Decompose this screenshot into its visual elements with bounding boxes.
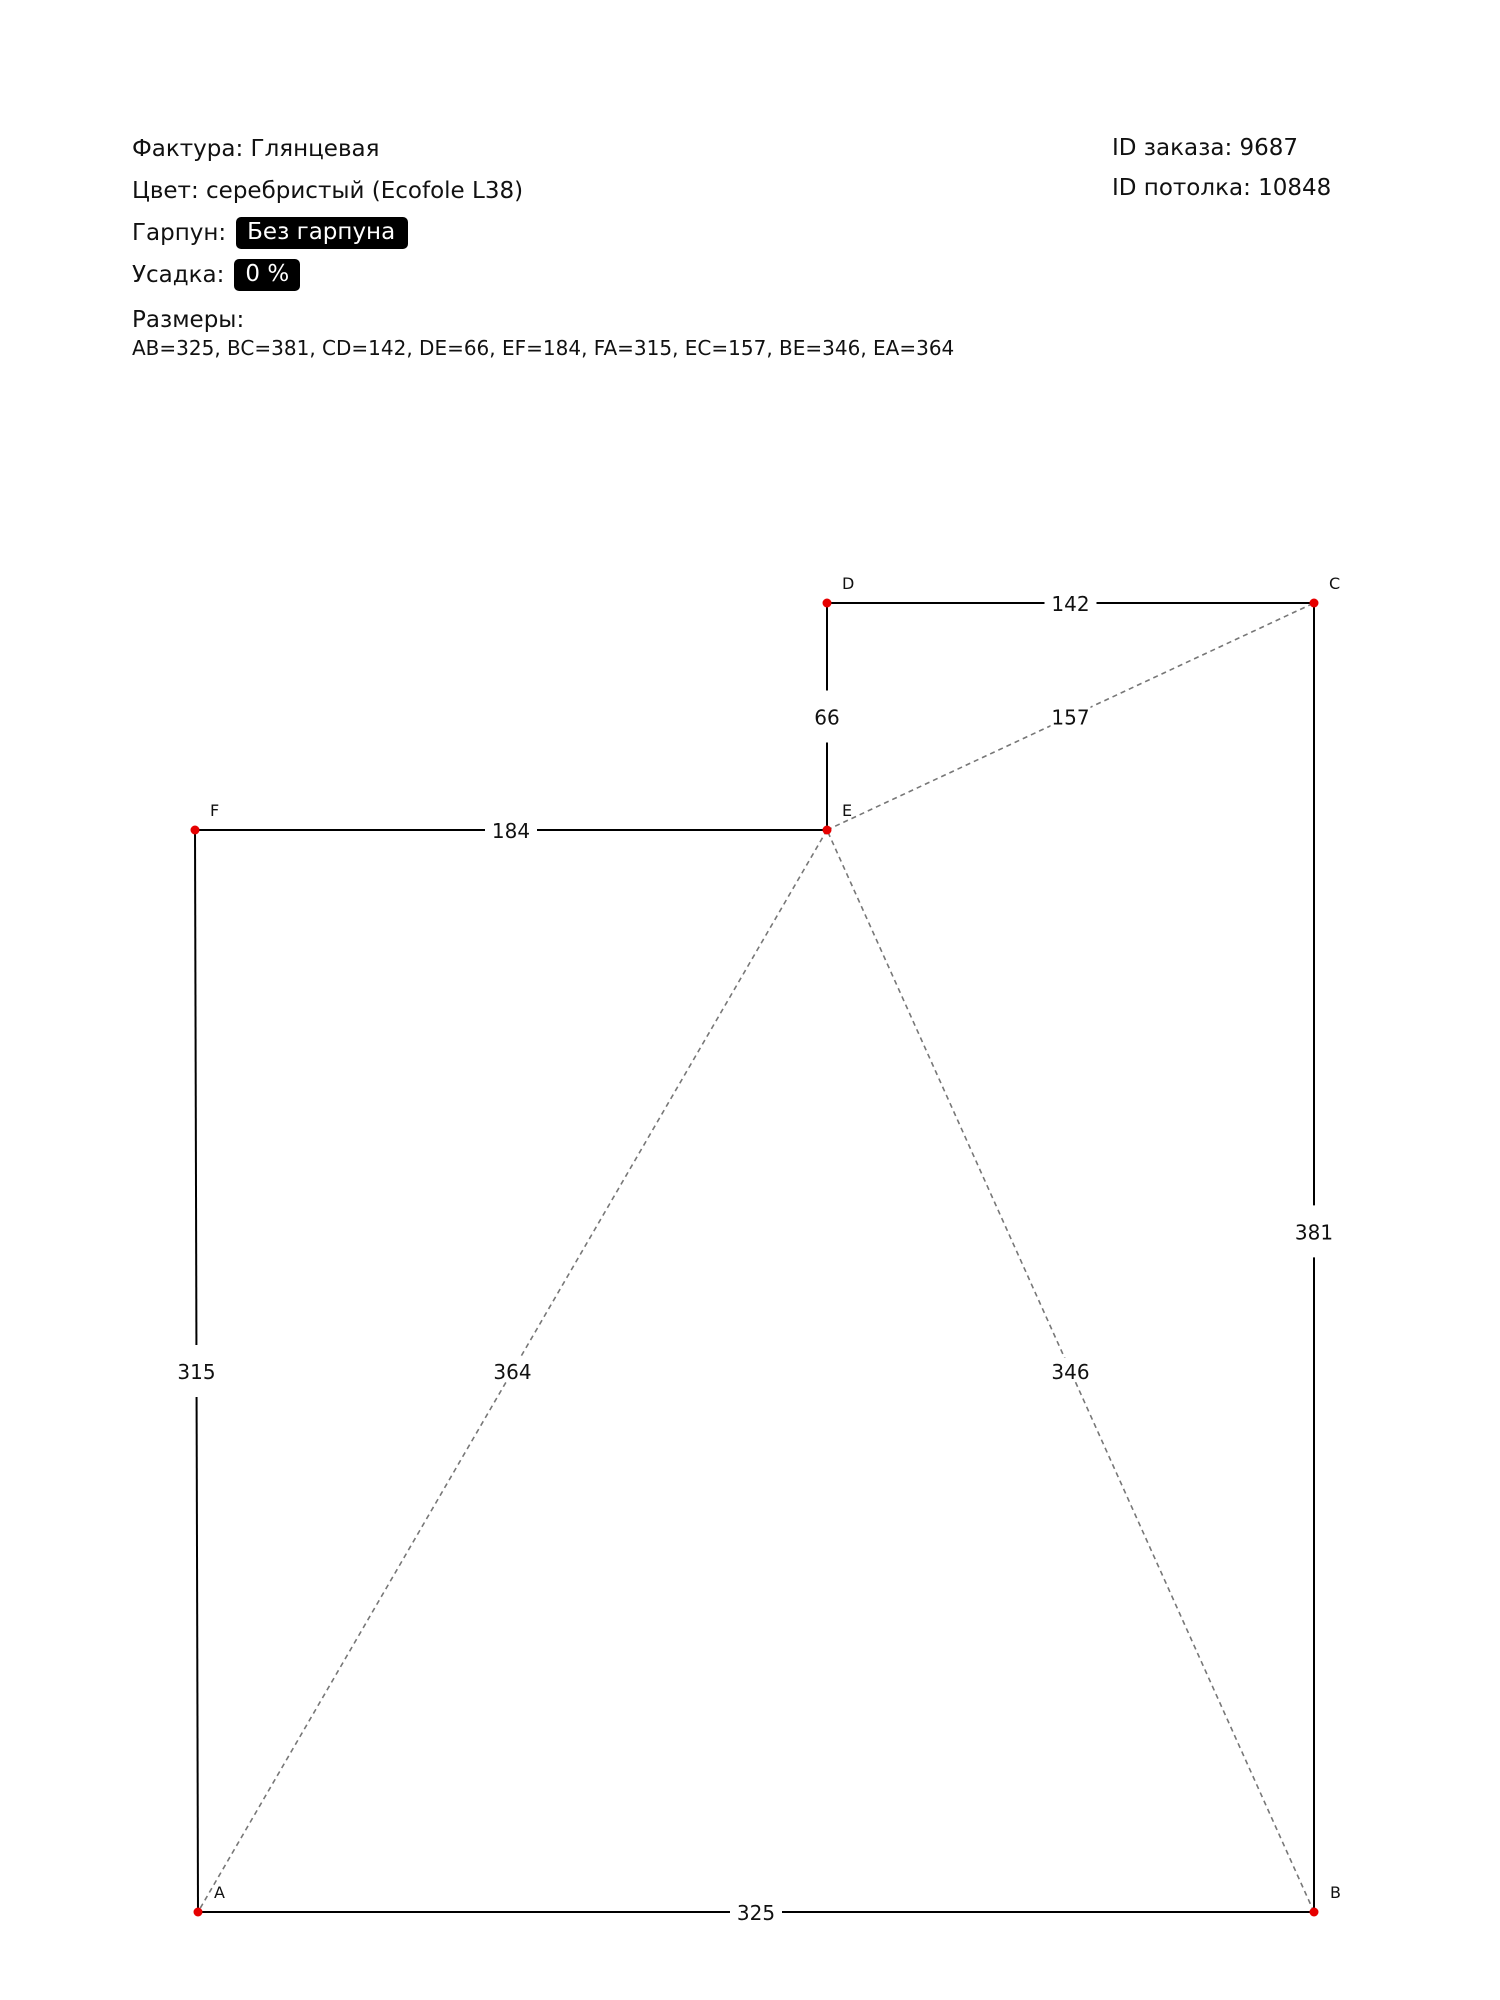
order-id: ID заказа: 9687	[1112, 135, 1299, 161]
vertex-b-point	[1310, 1908, 1319, 1917]
diagonal-e-a-label: 364	[493, 1360, 532, 1384]
vertex-f-point	[191, 826, 200, 835]
color-text: Цвет: серебристый (Ecofole L38)	[132, 177, 524, 204]
texture-text: Фактура: Глянцевая	[132, 135, 380, 162]
side-c-d-label: 142	[1051, 592, 1090, 616]
side-e-f-label: 184	[491, 819, 531, 843]
sizes-title: Размеры:	[132, 307, 245, 333]
vertex-c-label: C	[1329, 574, 1341, 593]
vertex-d-point	[823, 599, 832, 608]
vertex-c-point	[1310, 599, 1319, 608]
vertex-f-label: F	[210, 801, 220, 820]
side-d-e-label: 66	[814, 705, 840, 730]
vertex-b-label: B	[1330, 1883, 1341, 1902]
vertex-e-point	[823, 826, 832, 835]
vertex-e-label: E	[842, 801, 853, 820]
harpoon-label: Гарпун:	[132, 219, 227, 246]
diagonal-b-e-label: 346	[1051, 1360, 1090, 1384]
side-f-a-line	[195, 830, 196, 1345]
diagonal-e-c-label: 157	[1051, 705, 1090, 730]
vertex-a-label: A	[214, 1883, 225, 1902]
ceiling-id: ID потолка: 10848	[1112, 175, 1332, 201]
sizes-list: AB=325, BC=381, CD=142, DE=66, EF=184, FA=315, EC=157, BE=346, EA=364	[132, 336, 955, 360]
vertex-a-point	[194, 1908, 203, 1917]
shrink-label: Усадка:	[132, 261, 225, 288]
vertex-d-label: D	[842, 574, 855, 593]
shrink-badge: 0 %	[234, 259, 300, 291]
side-a-b-label: 325	[736, 1901, 776, 1925]
harpoon-badge: Без гарпуна	[236, 217, 408, 249]
side-f-a-line	[197, 1397, 198, 1912]
side-b-c-label: 381	[1294, 1220, 1334, 1245]
side-f-a-label: 315	[177, 1360, 216, 1384]
